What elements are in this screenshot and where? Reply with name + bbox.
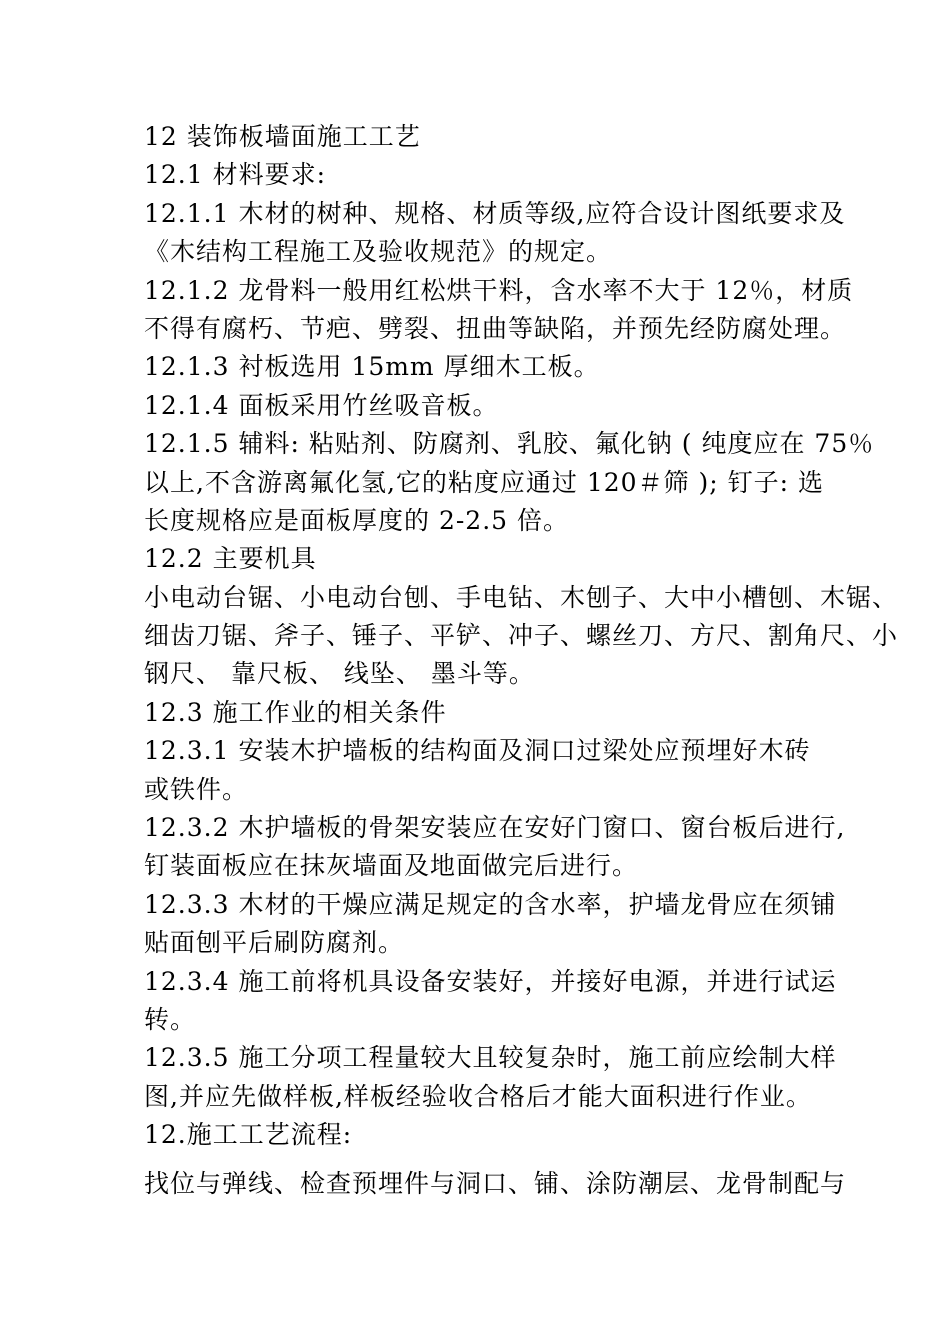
text-line: 12.3.2 木护墙板的骨架安装应在安好门窗口、窗台板后进行, <box>144 813 846 843</box>
text-line: 不得有腐朽、节疤、劈裂、扭曲等缺陷，并预先经防腐处理。 <box>144 313 847 343</box>
document-body <box>144 118 899 1203</box>
text-line: 12.3.4 施工前将机具设备安装好，并接好电源，并进行试运 <box>144 966 837 996</box>
text-line: 钢尺、 靠尺板、 线坠、 墨斗等。 <box>144 659 535 689</box>
subsection-heading: 12.1 材料要求: <box>144 160 327 190</box>
text-line: 12.1.3 衬板选用 15mm 厚细木工板。 <box>144 352 600 382</box>
text-line: 12.1.1 木材的树种、规格、材质等级,应符合设计图纸要求及 <box>144 198 846 228</box>
subsection-heading: 12.2 主要机具 <box>144 544 317 574</box>
text-line: 12.1.2 龙骨料一般用红松烘干料，含水率不大于 12％，材质 <box>144 275 854 305</box>
text-line: 转。 <box>144 1004 197 1034</box>
text-line: 细齿刀锯、斧子、锤子、平铲、冲子、螺丝刀、方尺、割角尺、小 <box>144 621 899 651</box>
text-line: 小电动台锯、小电动台刨、手电钻、木刨子、大中小槽刨、木锯、 <box>144 582 899 612</box>
text-line: 贴面刨平后刷防腐剂。 <box>144 928 405 958</box>
subsection-heading: 12.3 施工作业的相关条件 <box>144 697 447 727</box>
text-line: 或铁件。 <box>144 774 249 804</box>
text-line: 12.1.5 辅料: 粘贴剂、防腐剂、乳胶、氟化钠 ( 纯度应在 75％ <box>144 429 875 459</box>
text-line: 钉装面板应在抹灰墙面及地面做完后进行。 <box>144 851 639 881</box>
text-line: 图,并应先做样板,样板经验收合格后才能大面积进行作业。 <box>144 1081 812 1111</box>
text-line: 12.3.3 木材的干燥应满足规定的含水率，护墙龙骨应在须铺 <box>144 889 837 919</box>
text-line: 长度规格应是面板厚度的 2-2.5 倍。 <box>144 505 570 535</box>
subsection-heading: 12.施工工艺流程: <box>144 1120 353 1150</box>
text-line: 以上,不含游离氟化氢,它的粘度应通过 120＃筛 ); 钉子: 选 <box>144 467 824 497</box>
text-line: 12.1.4 面板采用竹丝吸音板。 <box>144 390 499 420</box>
text-line: 《木结构工程施工及验收规范》的规定。 <box>144 237 613 267</box>
text-line: 12.3.1 安装木护墙板的结构面及洞口过梁处应预埋好木砖 <box>144 736 811 766</box>
text-line: 12.3.5 施工分项工程量较大且较复杂时，施工前应绘制大样 <box>144 1043 837 1073</box>
text-line: 找位与弹线、检查预埋件与洞口、铺、涂防潮层、龙骨制配与 <box>144 1168 847 1198</box>
paragraph-gap <box>144 1155 824 1165</box>
section-heading: 12 装饰板墙面施工工艺 <box>144 122 421 151</box>
